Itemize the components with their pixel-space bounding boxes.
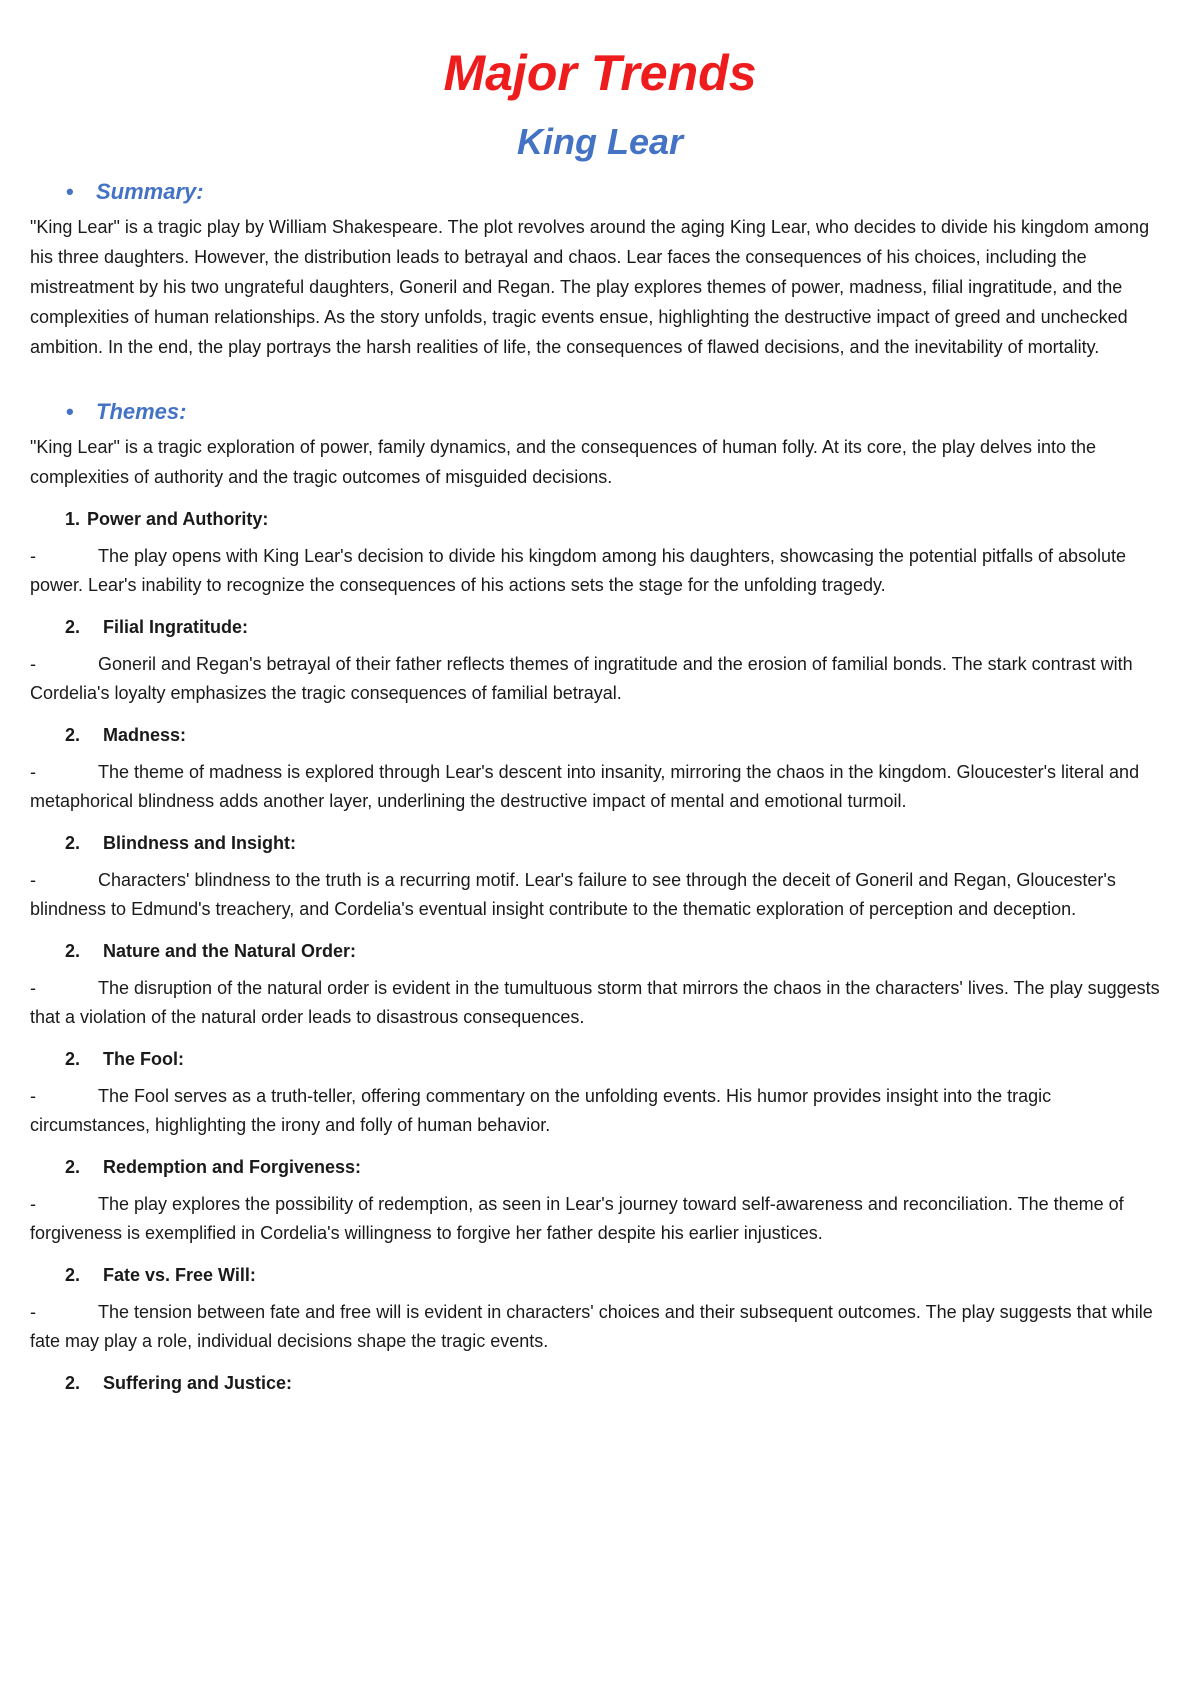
theme-item-body [30,542,1170,600]
dash-marker: - [30,546,36,566]
dash-marker: - [30,870,36,890]
theme-item-heading [30,722,1170,748]
theme-item-number: 2. [65,1373,81,1393]
theme-item-heading [30,938,1170,964]
theme-item-body [30,1190,1170,1248]
theme-item-text: The theme of madness is explored through Lear's descent into insanity, mirroring the chaos in the kingdom. Gloucester's literal and metaphorical blindness adds another layer, underlining the destructive impact of mental and emotional turmoil. [30,762,1140,811]
theme-item-title: Power and Authority: [87,509,269,529]
theme-item-title: Fate vs. Free Will: [103,1265,256,1285]
theme-item-number: 2. [65,833,81,853]
theme-item-body [30,650,1170,708]
theme-item-number: 2. [65,1265,81,1285]
theme-item-heading [30,506,1170,532]
theme-item-title: Redemption and Forgiveness: [103,1157,362,1177]
theme-item-number: 2. [65,617,81,637]
theme-item-title: Nature and the Natural Order: [103,941,357,961]
theme-list [30,506,1170,1396]
theme-item-body [30,758,1170,816]
theme-item-heading [30,1370,1170,1396]
dash-marker: - [30,1194,36,1214]
theme-item-title: The Fool: [103,1049,184,1069]
theme-item-heading [30,614,1170,640]
document-title: Major Trends [443,45,757,101]
theme-item-text: The Fool serves as a truth-teller, offering commentary on the unfolding events. His humor provides insight into the tragic circumstances, highlighting the irony and folly of human behavior. [30,1086,1052,1135]
summary-heading [30,178,1170,206]
theme-item-heading [30,1262,1170,1288]
theme-item-text: The tension between fate and free will is evident in characters' choices and their subsequent outcomes. The play suggests that while fate may play a role, individual decisions shape the tragic events. [30,1302,1153,1351]
theme-item-title: Suffering and Justice: [103,1373,293,1393]
theme-item-number: 1. [65,509,81,529]
dash-marker: - [30,1086,36,1106]
theme-item-text: The play explores the possibility of redemption, as seen in Lear's journey toward self-awareness and reconciliation. The theme of forgiveness is exemplified in Cordelia's willingness to forgive her father despite his earlier injustices. [30,1194,1124,1243]
bullet-icon: • [66,399,74,424]
summary-heading-label: Summary: [96,179,204,204]
dash-marker: - [30,1302,36,1322]
summary-paragraph: "King Lear" is a tragic play by William Shakespeare. The plot revolves around the aging King Lear, who decides to divide his kingdom among his three daughters. However, the distribution leads to betrayal and chaos. Lear faces the consequences of his choices, including the mistreatment by his two ungrateful daughters, Goneril and Regan. The play explores themes of power, madness, filial ingratitude, and the complexities of human relationships. As the story unfolds, tragic events ensue, highlighting the destructive impact of greed and unchecked ambition. In the end, the play portrays the harsh realities of life, the consequences of flawed decisions, and the inevitability of mortality. [30,217,1150,357]
bullet-icon: • [66,179,74,204]
theme-item-body [30,866,1170,924]
theme-item-body [30,1298,1170,1356]
theme-item-heading [30,1046,1170,1072]
dash-marker: - [30,762,36,782]
themes-intro: "King Lear" is a tragic exploration of power, family dynamics, and the consequences of human folly. At its core, the play delves into the complexities of authority and the tragic outcomes of misguided decisions. [30,437,1097,487]
theme-item-text: Goneril and Regan's betrayal of their father reflects themes of ingratitude and the erosion of familial bonds. The stark contrast with Cordelia's loyalty emphasizes the tragic consequences of familial betrayal. [30,654,1133,703]
dash-marker: - [30,978,36,998]
theme-item-heading [30,830,1170,856]
theme-item-number: 2. [65,725,81,745]
document-subtitle: King Lear [516,121,684,162]
dash-marker: - [30,654,36,674]
theme-item-title: Filial Ingratitude: [103,617,249,637]
theme-item-number: 2. [65,1157,81,1177]
theme-item-body [30,1082,1170,1140]
theme-item-title: Blindness and Insight: [103,833,297,853]
theme-item-title: Madness: [103,725,187,745]
themes-heading-label: Themes: [96,399,187,424]
theme-item-number: 2. [65,1049,81,1069]
theme-item-text: The play opens with King Lear's decision to divide his kingdom among his daughters, showcasing the potential pitfalls of absolute power. Lear's inability to recognize the consequences of his actions sets the stage for the unfolding tragedy. [30,546,1127,595]
theme-item-body [30,974,1170,1032]
theme-item-text: Characters' blindness to the truth is a recurring motif. Lear's failure to see through the deceit of Goneril and Regan, Gloucester's blindness to Edmund's treachery, and Cordelia's eventual insight contribute to the thematic exploration of perception and deception. [30,870,1116,919]
theme-item-text: The disruption of the natural order is evident in the tumultuous storm that mirrors the chaos in the characters' lives. The play suggests that a violation of the natural order leads to disastrous consequences. [30,978,1160,1027]
theme-item-heading [30,1154,1170,1180]
themes-heading [30,398,1170,426]
theme-item-number: 2. [65,941,81,961]
